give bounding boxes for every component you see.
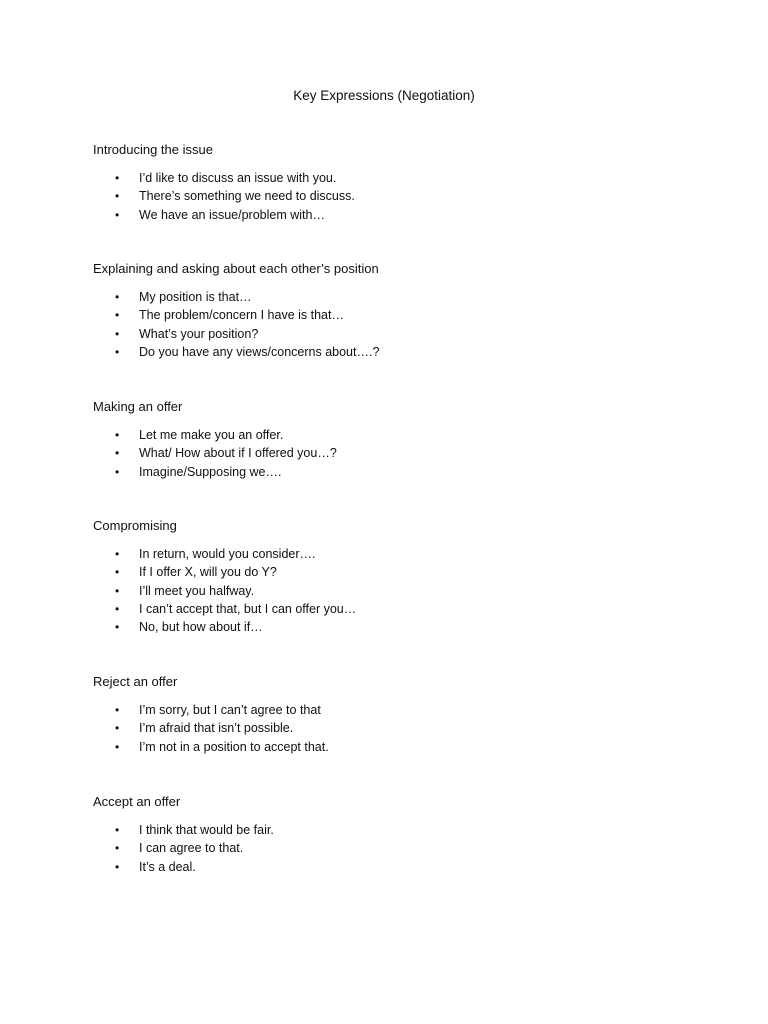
list-item-text: My position is that… [139, 290, 252, 304]
bullet-icon: • [115, 823, 120, 837]
section-compromising [93, 517, 713, 636]
bullet-icon: • [115, 583, 120, 598]
list-item-text: I can agree to that. [139, 841, 244, 856]
section-heading: Compromising [93, 518, 177, 533]
list-item [93, 206, 713, 224]
list-item-text: I think that would be fair. [139, 823, 274, 837]
bullet-list [93, 701, 713, 756]
list-item-text: What’s your position? [139, 326, 259, 341]
bullet-icon: • [115, 446, 120, 461]
section-heading: Making an offer [93, 399, 183, 414]
list-item [93, 839, 713, 857]
bullet-icon: • [115, 207, 120, 222]
list-item [93, 738, 713, 756]
list-item [93, 821, 713, 839]
bullet-icon: • [115, 189, 120, 204]
section-heading: Explaining and asking about each other’s position [93, 261, 379, 276]
section-heading: Reject an offer [93, 674, 178, 689]
list-item-text: What/ How about if I offered you…? [139, 446, 337, 461]
list-item [93, 600, 713, 618]
list-item [93, 618, 713, 636]
section-explaining-positions [93, 260, 713, 361]
list-item-text: It’s a deal. [139, 859, 196, 874]
section-accept-an-offer [93, 793, 713, 876]
bullet-list [93, 169, 713, 224]
list-item [93, 719, 713, 737]
section-making-an-offer [93, 398, 713, 481]
bullet-icon: • [115, 620, 120, 635]
bullet-icon: • [115, 601, 120, 616]
bullet-list [93, 545, 713, 636]
bullet-icon: • [115, 721, 120, 736]
bullet-icon: • [115, 859, 120, 874]
list-item [93, 187, 713, 205]
list-item-text: The problem/concern I have is that… [139, 308, 344, 323]
list-item [93, 463, 713, 481]
list-item [93, 306, 713, 324]
list-item [93, 563, 713, 581]
section-reject-an-offer [93, 673, 713, 756]
list-item-text: There’s something we need to discuss. [139, 189, 355, 204]
bullet-icon: • [115, 290, 120, 304]
list-item-text: I’m afraid that isn’t possible. [139, 721, 294, 736]
bullet-list [93, 426, 713, 481]
list-item-text: I’d like to discuss an issue with you. [139, 171, 337, 185]
list-item-text: I’m not in a position to accept that. [139, 739, 329, 754]
list-item-text: If I offer X, will you do Y? [139, 565, 277, 580]
list-item-text: I’m sorry, but I can’t agree to that [139, 703, 321, 717]
list-item [93, 444, 713, 462]
list-item-text: No, but how about if… [139, 620, 263, 635]
list-item [93, 582, 713, 600]
list-item-text: We have an issue/problem with… [139, 207, 325, 222]
bullet-icon: • [115, 344, 120, 359]
list-item-text: In return, would you consider…. [139, 547, 316, 561]
list-item [93, 858, 713, 876]
bullet-icon: • [115, 171, 120, 185]
list-item-text: I can’t accept that, but I can offer you… [139, 601, 357, 616]
list-item-text: Let me make you an offer. [139, 428, 284, 442]
list-item [93, 169, 713, 187]
bullet-icon: • [115, 565, 120, 580]
section-introducing-the-issue [93, 141, 713, 224]
list-item-text: Imagine/Supposing we…. [139, 464, 282, 479]
bullet-icon: • [115, 739, 120, 754]
section-heading: Introducing the issue [93, 142, 213, 157]
list-item [93, 545, 713, 563]
section-heading: Accept an offer [93, 794, 181, 809]
bullet-icon: • [115, 428, 120, 442]
bullet-icon: • [115, 703, 120, 717]
document-title: Key Expressions (Negotiation) [293, 88, 475, 103]
list-item-text: I’ll meet you halfway. [139, 583, 255, 598]
list-item [93, 426, 713, 444]
bullet-icon: • [115, 547, 120, 561]
list-item [93, 701, 713, 719]
bullet-icon: • [115, 308, 120, 323]
bullet-list [93, 288, 713, 361]
bullet-list [93, 821, 713, 876]
bullet-icon: • [115, 326, 120, 341]
list-item [93, 343, 713, 361]
bullet-icon: • [115, 841, 120, 856]
bullet-icon: • [115, 464, 120, 479]
list-item-text: Do you have any views/concerns about….? [139, 344, 380, 359]
list-item [93, 325, 713, 343]
list-item [93, 288, 713, 306]
